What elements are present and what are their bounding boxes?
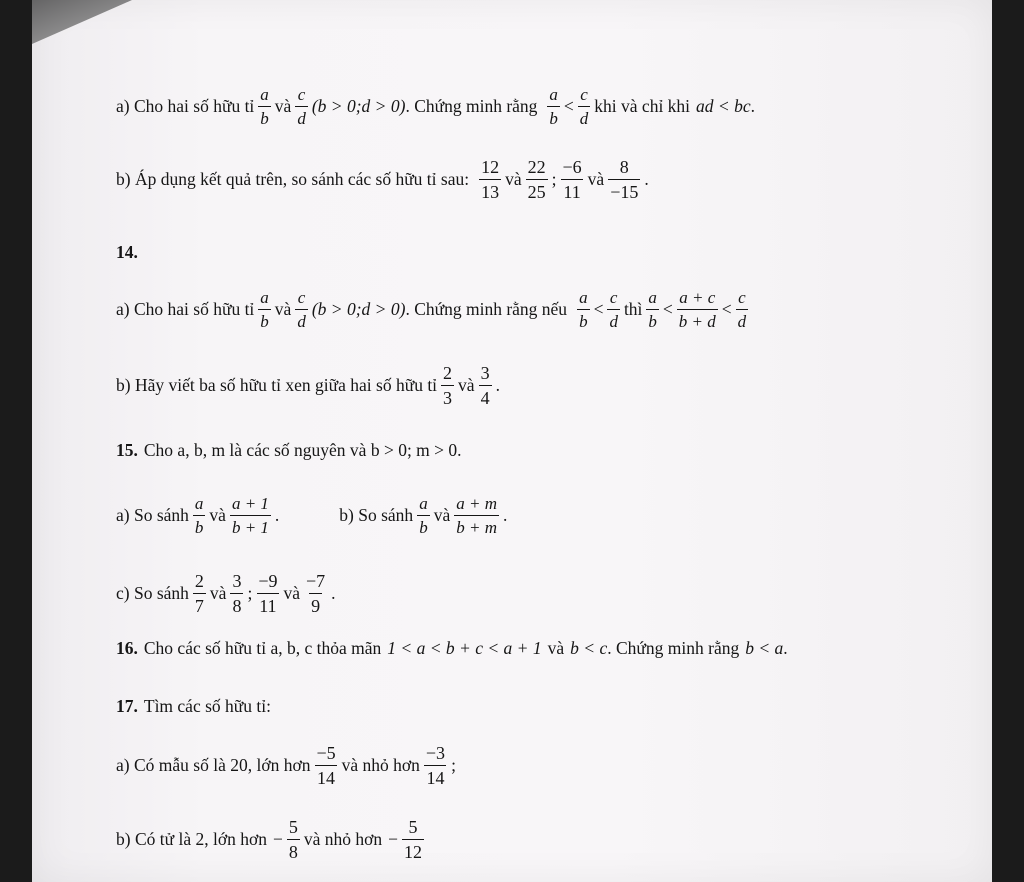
less-than: < — [662, 298, 673, 319]
numerator: 22 — [527, 157, 546, 177]
fraction-a-b — [193, 495, 206, 536]
denominator: 14 — [424, 765, 446, 787]
numerator: −6 — [562, 157, 582, 177]
denominator: 12 — [402, 839, 424, 861]
fraction-am-bm — [454, 495, 499, 536]
text: và — [458, 374, 475, 395]
numerator: c — [297, 288, 306, 307]
problem-14a — [116, 289, 752, 330]
numerator: 12 — [481, 157, 500, 177]
condition: (b > 0;d > 0) — [311, 95, 406, 116]
text: và — [547, 638, 565, 658]
text: b) Áp dụng kết quả trên, so sánh các số hữu tỉ sau: — [116, 168, 470, 189]
text: Cho các số hữu tỉ a, b, c thỏa mãn — [143, 638, 382, 658]
numerator: a — [549, 85, 558, 104]
denominator: d — [295, 106, 308, 127]
numerator: a — [260, 288, 269, 307]
denominator: 25 — [526, 179, 548, 201]
fraction-8-m15 — [608, 158, 640, 201]
text: a) So sánh — [116, 504, 189, 525]
fraction-3-8 — [230, 572, 243, 615]
numerator: 8 — [619, 157, 629, 177]
denominator: b — [646, 309, 659, 330]
denominator: 3 — [441, 385, 454, 407]
text: a) Cho hai số hữu tỉ — [116, 95, 255, 116]
denominator: b + m — [454, 515, 499, 536]
fraction-5-12 — [402, 818, 424, 861]
numerator: a — [419, 494, 428, 513]
numerator: c — [738, 288, 746, 307]
text: ; — [451, 754, 456, 775]
denominator: 11 — [561, 179, 582, 201]
text: . — [750, 95, 755, 116]
text: . Chứng minh rằng nếu — [405, 298, 568, 319]
denominator: 8 — [230, 593, 243, 615]
text: khi và chỉ khi — [594, 95, 691, 116]
fraction-a-b — [258, 289, 271, 330]
numerator: a — [194, 494, 204, 513]
denominator: 13 — [479, 179, 501, 201]
text: và — [587, 168, 605, 189]
problem-13b — [116, 158, 649, 201]
fraction-a-b — [547, 86, 560, 127]
text: và nhỏ hơn — [303, 828, 383, 849]
fraction-a-b — [577, 289, 590, 330]
text: và — [283, 582, 300, 603]
numerator: 5 — [408, 817, 418, 837]
fraction-a-b — [646, 289, 659, 330]
less-than: < — [721, 298, 732, 319]
problem-number: 14. — [116, 242, 138, 262]
numerator: 3 — [480, 363, 490, 383]
numerator: 2 — [443, 363, 453, 383]
fraction-m7-9 — [304, 572, 327, 615]
text: . — [502, 504, 508, 525]
text: . — [274, 504, 280, 525]
numerator: a — [260, 85, 269, 104]
text: và — [209, 504, 226, 525]
denominator: 4 — [479, 385, 492, 407]
denominator: b — [547, 106, 560, 127]
numerator: c — [609, 288, 618, 307]
text: và — [209, 582, 227, 603]
text: a) Có mẫu số là 20, lớn hơn — [116, 754, 311, 775]
text: Cho a, b, m là các số nguyên và b > 0; m > 0. — [143, 440, 462, 460]
fraction-a1-b1 — [230, 495, 271, 536]
less-than: < — [593, 298, 604, 319]
problem-17b — [116, 818, 428, 861]
fraction-c-d — [295, 86, 308, 127]
numerator: a — [648, 288, 657, 307]
less-than: < — [563, 95, 574, 116]
problem-13a — [116, 86, 755, 127]
fraction-2-7 — [193, 572, 206, 615]
text: Tìm các số hữu tỉ: — [143, 696, 271, 716]
denominator: b — [577, 309, 590, 330]
problem-16 — [116, 640, 788, 658]
denominator: d — [578, 106, 591, 127]
problem-number: 17. — [116, 696, 138, 716]
text: và nhỏ hơn — [341, 754, 420, 775]
denominator: 8 — [287, 839, 300, 861]
problem-15c — [116, 572, 336, 615]
fraction-m5-14 — [314, 744, 337, 787]
fraction-m3-14 — [424, 744, 447, 787]
text: b) So sánh — [339, 504, 414, 525]
numerator: c — [580, 85, 588, 104]
numerator: 5 — [288, 817, 298, 837]
text: và — [505, 168, 522, 189]
text: ; — [247, 582, 253, 603]
numerator: a + 1 — [231, 494, 269, 513]
inequality: b < a — [745, 638, 784, 658]
fraction-a-b — [417, 495, 430, 536]
numerator: −3 — [425, 743, 446, 763]
text: và — [274, 298, 292, 319]
condition: (b > 0;d > 0) — [311, 298, 406, 319]
denominator: b — [258, 106, 271, 127]
text: . Chứng minh rằng — [405, 95, 538, 116]
numerator: a + m — [456, 494, 497, 513]
numerator: c — [297, 85, 306, 104]
denominator: 7 — [193, 593, 206, 615]
text: b) Có tử là 2, lớn hơn — [116, 828, 267, 849]
text: b) Hãy viết ba số hữu tỉ xen giữa hai số hữu tỉ — [116, 374, 438, 395]
numerator: a + c — [679, 288, 716, 307]
fraction-c-d — [607, 289, 620, 330]
denominator: b + 1 — [230, 515, 271, 536]
numerator: −5 — [316, 743, 336, 763]
numerator: a — [579, 288, 588, 307]
denominator: d — [607, 309, 620, 330]
text: và — [433, 504, 451, 525]
denominator: d — [295, 309, 308, 330]
text: . — [331, 582, 336, 603]
fraction-5-8 — [287, 818, 300, 861]
text: c) So sánh — [116, 582, 189, 603]
inequality: 1 < a < b + c < a + 1 — [387, 638, 542, 658]
text: và — [274, 95, 292, 116]
fraction-a-b — [258, 86, 271, 127]
text: . Chứng minh rằng — [607, 638, 740, 658]
fraction-2-3 — [441, 364, 454, 407]
denominator: b — [417, 515, 430, 536]
denominator: b — [193, 515, 206, 536]
inequality: ad < bc — [696, 95, 751, 116]
minus-sign: − — [388, 828, 399, 849]
numerator: 3 — [232, 571, 242, 591]
problem-number: 16. — [116, 638, 138, 658]
fraction-12-13 — [479, 158, 501, 201]
numerator: 2 — [194, 571, 204, 591]
problem-14b — [116, 364, 500, 407]
numerator: −7 — [306, 571, 326, 591]
problem-17 — [116, 698, 271, 716]
fraction-c-d — [578, 86, 591, 127]
text: . — [644, 168, 649, 189]
problem-15 — [116, 442, 462, 460]
denominator: 14 — [315, 765, 337, 787]
text: thì — [623, 298, 643, 319]
denominator: −15 — [608, 179, 640, 201]
denominator: b — [258, 309, 271, 330]
fraction-m6-11 — [561, 158, 584, 201]
denominator: 9 — [309, 593, 322, 615]
denominator: d — [736, 309, 749, 330]
fraction-c-d — [736, 289, 749, 330]
problem-number: 15. — [116, 440, 138, 460]
fraction-ac-bd — [677, 289, 718, 330]
text: a) Cho hai số hữu tỉ — [116, 298, 255, 319]
inequality: b < c — [570, 638, 608, 658]
numerator: −9 — [258, 571, 278, 591]
fraction-c-d — [295, 289, 308, 330]
text: . — [495, 374, 500, 395]
fraction-3-4 — [479, 364, 492, 407]
denominator: 11 — [257, 593, 278, 615]
fraction-m9-11 — [256, 572, 279, 615]
fraction-22-25 — [526, 158, 548, 201]
problem-17a — [116, 744, 456, 787]
problem-14-title — [116, 244, 138, 262]
minus-sign: − — [272, 828, 283, 849]
denominator: b + d — [677, 309, 718, 330]
problem-15ab — [116, 495, 507, 536]
text: ; — [551, 168, 557, 189]
text: . — [783, 638, 788, 658]
